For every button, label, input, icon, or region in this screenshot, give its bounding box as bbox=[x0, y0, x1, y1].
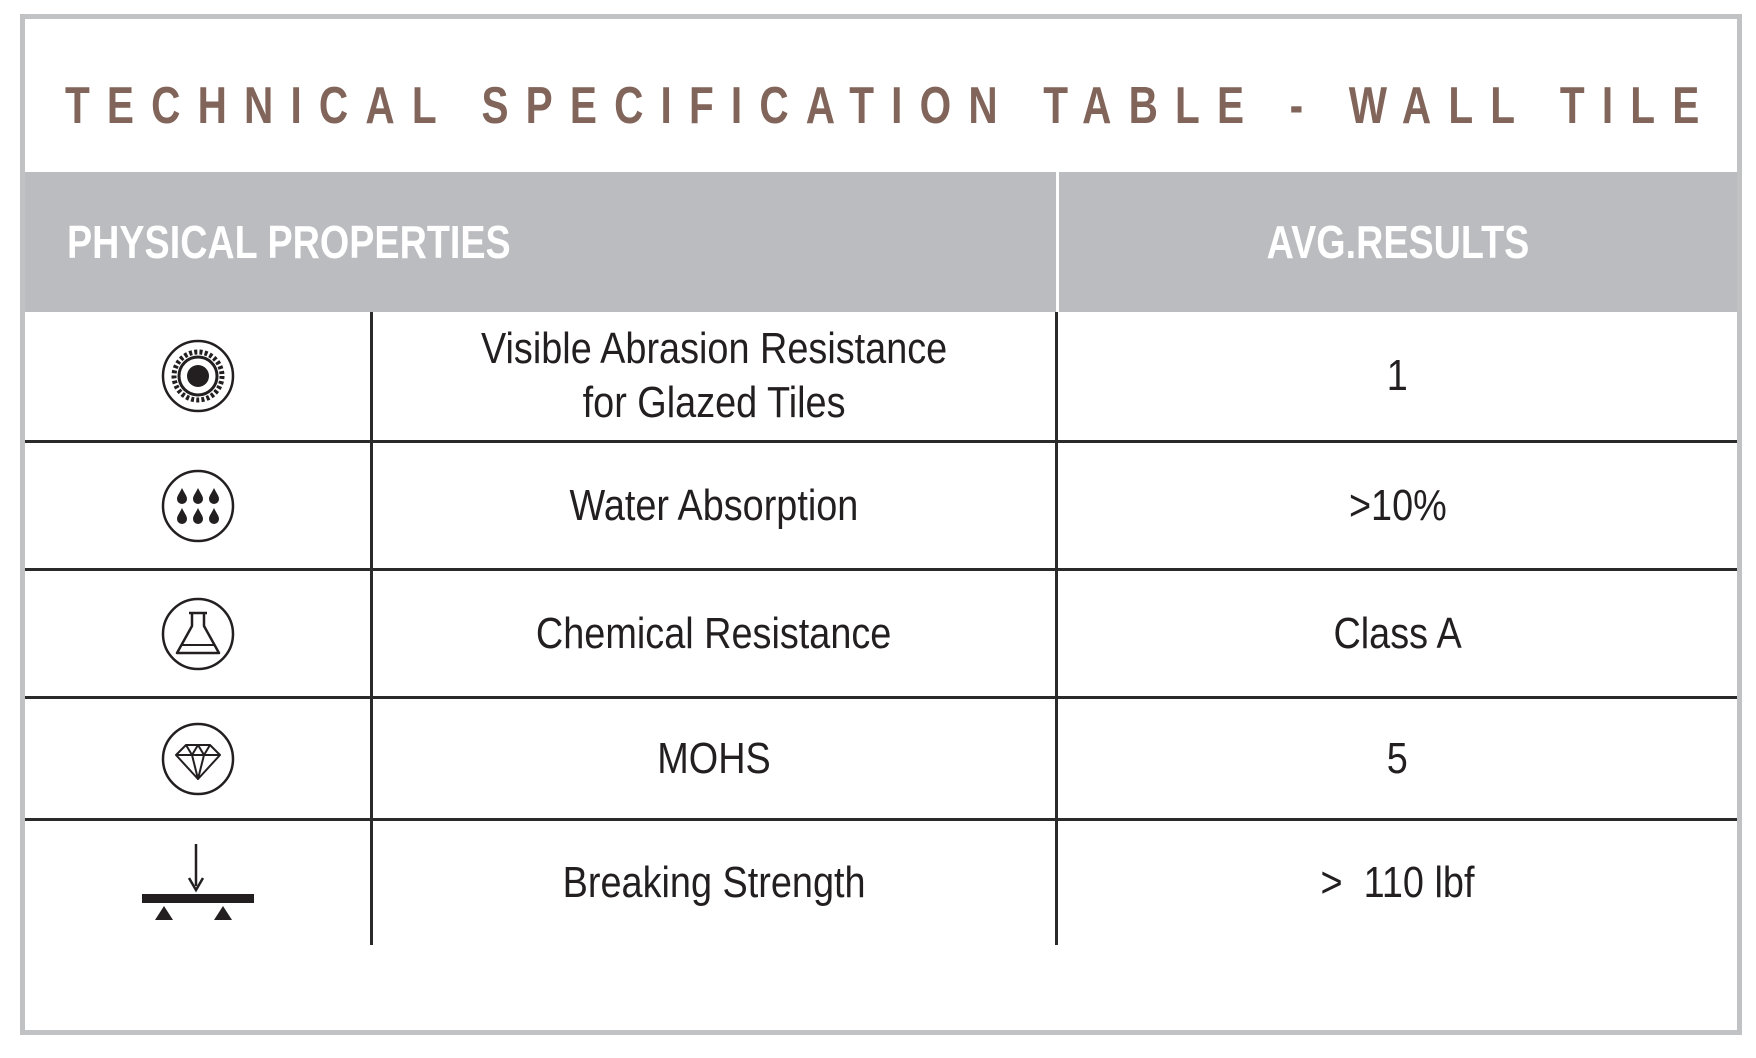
row-property-cell bbox=[373, 443, 1058, 568]
table-row bbox=[25, 443, 1737, 571]
property-value: Class A bbox=[1333, 608, 1462, 658]
row-icon-cell bbox=[25, 571, 373, 696]
table-row bbox=[25, 821, 1737, 945]
row-property-cell bbox=[373, 571, 1058, 696]
row-icon-cell bbox=[25, 699, 373, 818]
property-label: MOHS bbox=[657, 733, 771, 783]
flask-icon bbox=[160, 596, 236, 672]
row-value-cell bbox=[1058, 443, 1737, 568]
table-row bbox=[25, 312, 1737, 443]
row-property-cell bbox=[373, 312, 1058, 440]
property-label: Chemical Resistance bbox=[536, 608, 892, 658]
row-value-cell bbox=[1058, 312, 1737, 440]
row-property-cell bbox=[373, 699, 1058, 818]
row-property-cell bbox=[373, 821, 1058, 945]
breaking-strength-icon bbox=[138, 840, 258, 926]
property-label: Breaking Strength bbox=[562, 858, 866, 907]
header-physical-properties: PHYSICAL PROPERTIES bbox=[67, 216, 511, 268]
spec-table-frame bbox=[20, 14, 1742, 1035]
property-value: >10% bbox=[1348, 480, 1447, 530]
water-drops-icon bbox=[160, 468, 236, 544]
property-value: 1 bbox=[1386, 351, 1409, 400]
abrasion-icon bbox=[160, 338, 236, 414]
row-icon-cell bbox=[25, 443, 373, 568]
row-value-cell bbox=[1058, 571, 1737, 696]
table-body bbox=[25, 312, 1737, 945]
property-value: > 110 lbf bbox=[1320, 858, 1475, 907]
table-row bbox=[25, 699, 1737, 821]
property-label: Water Absorption bbox=[569, 480, 859, 530]
row-value-cell bbox=[1058, 821, 1737, 945]
property-label: Visible Abrasion Resistance for Glazed Tiles bbox=[480, 324, 948, 427]
header-avg-results: AVG.RESULTS bbox=[1266, 216, 1530, 268]
row-icon-cell bbox=[25, 312, 373, 440]
table-row bbox=[25, 571, 1737, 699]
page-title: TECHNICAL SPECIFICATION TABLE - WALL TILE bbox=[65, 77, 1717, 135]
header-divider bbox=[1056, 172, 1059, 312]
row-icon-cell bbox=[25, 821, 373, 945]
row-value-cell bbox=[1058, 699, 1737, 818]
diamond-icon bbox=[160, 721, 236, 797]
table-header bbox=[25, 172, 1737, 312]
property-value: 5 bbox=[1386, 733, 1409, 783]
